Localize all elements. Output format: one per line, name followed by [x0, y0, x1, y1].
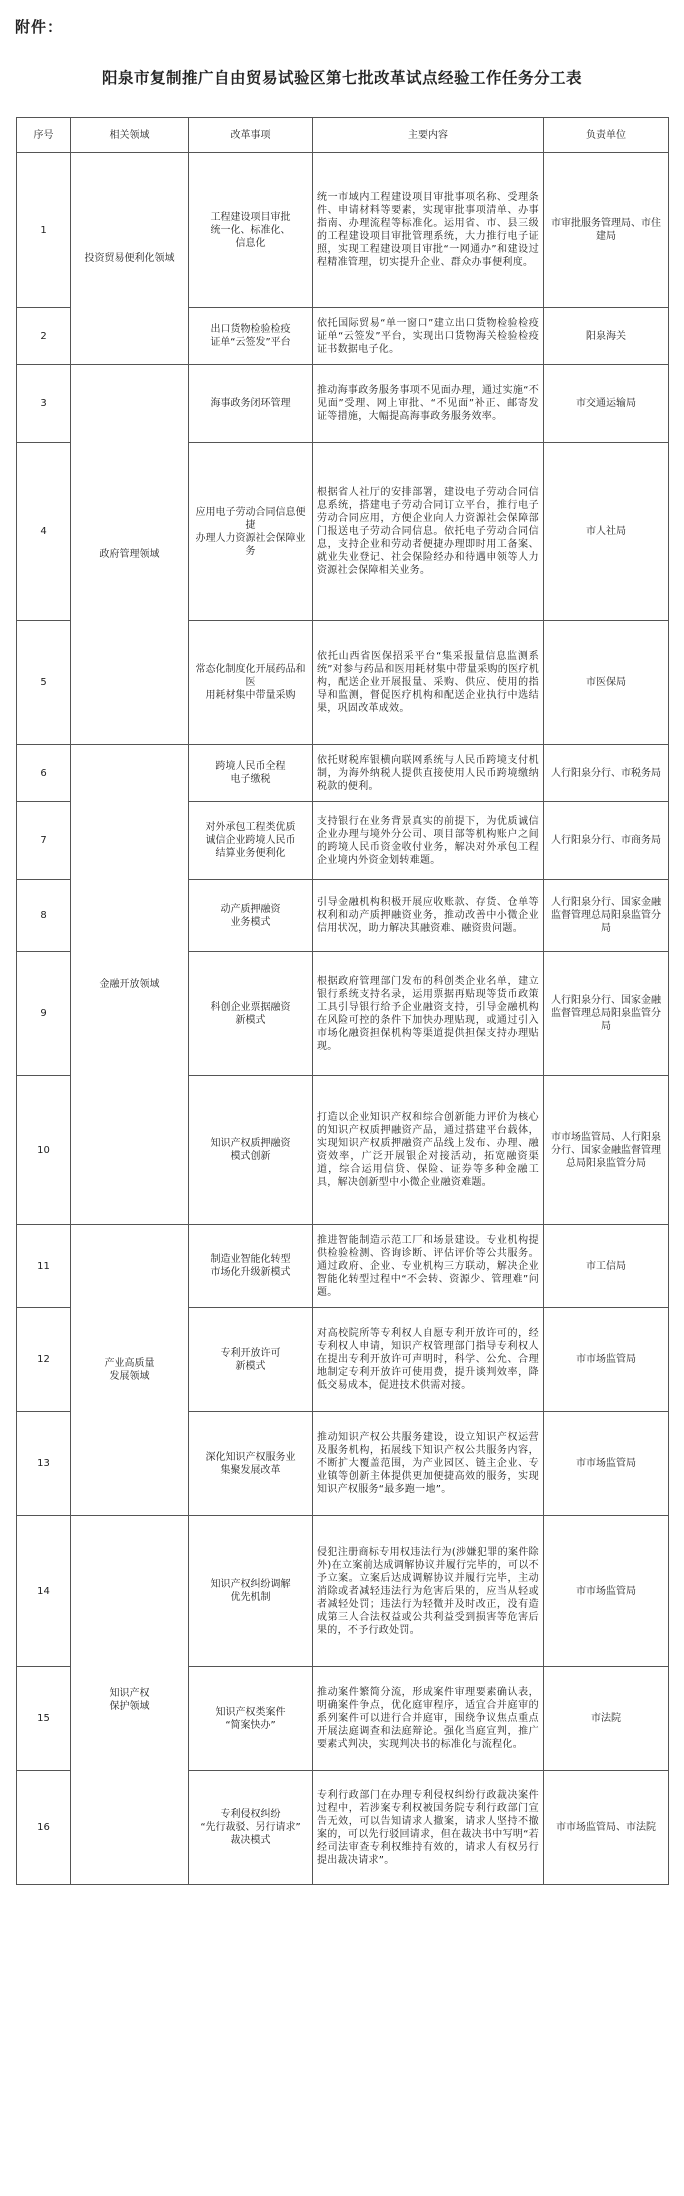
header-item: 改革事项: [189, 118, 313, 153]
reform-item: 跨境人民币全程 电子缴税: [189, 745, 313, 802]
main-content: 根据省人社厅的安排部署，建设电子劳动合同信息系统，搭建电子劳动合同订立平台，推行电子劳动合同应用，方便企业向人力资源社会保障部门报送电子劳动合同信息。依托电子劳动合同信息，支持企业和劳动者便捷办理即时用工备案、就业失业登记、社会保险经办和待遇申领等人力资源社会保障相关业务。: [313, 443, 544, 621]
responsible-unit: 人行阳泉分行、国家金融监督管理总局阳泉监管分局: [544, 880, 669, 952]
main-content: 专利行政部门在办理专利侵权纠纷行政裁决案件过程中，若涉案专利权被国务院专利行政部门宣告无效，可以告知请求人撤案，请求人坚持不撤案的，可以先行驳回请求，但在裁决书中写明“若经司法审查专利权维持有效的，请求人有权另行提出裁决请求”。: [313, 1771, 544, 1885]
main-content: 侵犯注册商标专用权违法行为(涉嫌犯罪的案件除外)在立案前达成调解协议并履行完毕的，可以不予立案。立案后达成调解协议并履行完毕，主动消除或者减轻违法行为危害后果的，应当从轻或者减轻处罚；违法行为轻微并及时改正，没有造成第三人合法权益或公共利益受到损害等危害后果的，不予行政处罚。: [313, 1516, 544, 1667]
reform-item: 专利侵权纠纷 “先行裁驳、另行请求” 裁决模式: [189, 1771, 313, 1885]
row-number: 6: [17, 745, 71, 802]
responsible-unit: 市市场监管局: [544, 1308, 669, 1412]
row-number: 11: [17, 1225, 71, 1308]
row-number: 7: [17, 802, 71, 880]
table-row: [17, 153, 669, 308]
table-row: [17, 745, 669, 802]
responsible-unit: 市市场监管局、人行阳泉分行、国家金融监督管理总局阳泉监管分局: [544, 1076, 669, 1225]
page-bottom: [0, 2180, 684, 2196]
row-number: 15: [17, 1667, 71, 1771]
attachment-label: 附件：: [15, 18, 64, 36]
table-header-row: [17, 118, 669, 153]
row-number: 14: [17, 1516, 71, 1667]
responsible-unit: 阳泉海关: [544, 308, 669, 365]
page-title: 阳泉市复制推广自由贸易试验区第七批改革试点经验工作任务分工表: [101, 69, 582, 87]
related-area: 政府管理领域: [71, 365, 189, 745]
row-number: 8: [17, 880, 71, 952]
row-number: 16: [17, 1771, 71, 1885]
reform-item: 动产质押融资 业务模式: [189, 880, 313, 952]
task-table: [16, 117, 669, 1885]
responsible-unit: 市市场监管局: [544, 1516, 669, 1667]
responsible-unit: 市交通运输局: [544, 365, 669, 443]
row-number: 4: [17, 443, 71, 621]
row-number: 13: [17, 1412, 71, 1516]
related-area: 产业高质量 发展领域: [71, 1225, 189, 1516]
main-content: 依托山西省医保招采平台“集采报量信息监测系统”对参与药品和医用耗材集中带量采购的医疗机构，配送企业开展报量、采购、供应、使用的指导和监测，督促医疗机构和配送企业执行中选结果，巩固改革成效。: [313, 621, 544, 745]
table-row: [17, 1225, 669, 1308]
responsible-unit: 市法院: [544, 1667, 669, 1771]
related-area: 投资贸易便利化领域: [71, 153, 189, 365]
table-row: [17, 365, 669, 443]
responsible-unit: 市审批服务管理局、市住建局: [544, 153, 669, 308]
table-row: [17, 1516, 669, 1667]
row-number: 12: [17, 1308, 71, 1412]
responsible-unit: 市市场监管局、市法院: [544, 1771, 669, 1885]
main-content: 推动知识产权公共服务建设，设立知识产权运营及服务机构，拓展线下知识产权公共服务内容，不断扩大覆盖范围，为产业园区、链主企业、专业镇等创新主体提供更加便捷高效的服务，实现知识产权服务“最多跑一地”。: [313, 1412, 544, 1516]
row-number: 2: [17, 308, 71, 365]
header-area: 相关领域: [71, 118, 189, 153]
reform-item: 科创企业票据融资 新模式: [189, 952, 313, 1076]
main-content: 引导金融机构积极开展应收账款、存货、仓单等权利和动产质押融资业务，推动改善中小微企业信用状况，助力解决其融资难、融资贵问题。: [313, 880, 544, 952]
main-content: 对高校院所等专利权人自愿专利开放许可的，经专利权人申请，知识产权管理部门指导专利权人在提出专利开放许可声明时，科学、公允、合理地制定专利开放许可使用费，提升谈判效率，降低交易成本，促进技术供需对接。: [313, 1308, 544, 1412]
responsible-unit: 市人社局: [544, 443, 669, 621]
reform-item: 知识产权类案件 “简案快办”: [189, 1667, 313, 1771]
main-content: 推动案件繁简分流，形成案件审理要素确认表，明确案件争点，优化庭审程序，适宜合并庭审的系列案件可以进行合并庭审，围绕争议焦点重点开展法庭调查和法庭辩论。强化当庭宣判，推广要素式判决，实现判决书的标准化与流程化。: [313, 1667, 544, 1771]
reform-item: 深化知识产权服务业 集聚发展改革: [189, 1412, 313, 1516]
related-area: 金融开放领域: [71, 745, 189, 1225]
header-no: 序号: [17, 118, 71, 153]
main-content: 推进智能制造示范工厂和场景建设。专业机构提供检验检测、咨询诊断、评估评价等公共服务。通过政府、企业、专业机构三方联动，解决企业智能化转型过程中“不会转、资源少、管理难”问题。: [313, 1225, 544, 1308]
row-number: 9: [17, 952, 71, 1076]
main-content: 根据政府管理部门发布的科创类企业名单，建立银行系统支持名录，运用票据再贴现等货币政策工具引导银行给予企业融资支持，引导金融机构在风险可控的条件下加快办理贴现，或通过引入市场化融资担保机构等渠道提供担保支持办理贴现。: [313, 952, 544, 1076]
responsible-unit: 人行阳泉分行、市税务局: [544, 745, 669, 802]
row-number: 3: [17, 365, 71, 443]
header-content: 主要内容: [313, 118, 544, 153]
row-number: 10: [17, 1076, 71, 1225]
main-content: 依托财税库银横向联网系统与人民币跨境支付机制，为海外纳税人提供直接使用人民币跨境缴纳税款的便利。: [313, 745, 544, 802]
reform-item: 工程建设项目审批 统一化、标准化、 信息化: [189, 153, 313, 308]
reform-item: 专利开放许可 新模式: [189, 1308, 313, 1412]
responsible-unit: 市工信局: [544, 1225, 669, 1308]
responsible-unit: 人行阳泉分行、国家金融监督管理总局阳泉监管分局: [544, 952, 669, 1076]
reform-item: 制造业智能化转型 市场化升级新模式: [189, 1225, 313, 1308]
main-content: 依托国际贸易“单一窗口”建立出口货物检验检疫证单“云签发”平台，实现出口货物海关检验检疫证书数据电子化。: [313, 308, 544, 365]
responsible-unit: 市市场监管局: [544, 1412, 669, 1516]
header-unit: 负责单位: [544, 118, 669, 153]
reform-item: 对外承包工程类优质 诚信企业跨境人民币 结算业务便利化: [189, 802, 313, 880]
main-content: 打造以企业知识产权和综合创新能力评价为核心的知识产权质押融资产品，通过搭建平台载体，实现知识产权质押融资产品线上发布、办理、融资效率，广泛开展银企对接活动，拓宽融资渠道，综合运用信贷、保险、证券等多种金融工具，解决创新型中小微企业融资难题。: [313, 1076, 544, 1225]
main-content: 推动海事政务服务事项不见面办理，通过实施“不见面”受理、网上审批、“不见面”补正、邮寄发证等措施，大幅提高海事政务服务效率。: [313, 365, 544, 443]
reform-item: 海事政务闭环管理: [189, 365, 313, 443]
main-content: 支持银行在业务背景真实的前提下，为优质诚信企业办理与境外分公司、项目部等机构账户之间的跨境人民币资金收付业务，解决对外承包工程企业境内外资金划转难题。: [313, 802, 544, 880]
row-number: 1: [17, 153, 71, 308]
responsible-unit: 市医保局: [544, 621, 669, 745]
related-area: 知识产权 保护领域: [71, 1516, 189, 1885]
reform-item: 出口货物检验检疫 证单“云签发”平台: [189, 308, 313, 365]
main-content: 统一市域内工程建设项目审批事项名称、受理条件、申请材料等要素，实现审批事项清单、办事指南、办理流程等标准化。运用省、市、县三级的工程建设项目审批管理系统，大力推行电子证照，实现工程建设项目审批“一网通办”和建设过程精准管理，切实提升企业、群众办事便利度。: [313, 153, 544, 308]
reform-item: 应用电子劳动合同信息便捷 办理人力资源社会保障业务: [189, 443, 313, 621]
reform-item: 知识产权质押融资 模式创新: [189, 1076, 313, 1225]
reform-item: 常态化制度化开展药品和医 用耗材集中带量采购: [189, 621, 313, 745]
responsible-unit: 人行阳泉分行、市商务局: [544, 802, 669, 880]
reform-item: 知识产权纠纷调解 优先机制: [189, 1516, 313, 1667]
row-number: 5: [17, 621, 71, 745]
